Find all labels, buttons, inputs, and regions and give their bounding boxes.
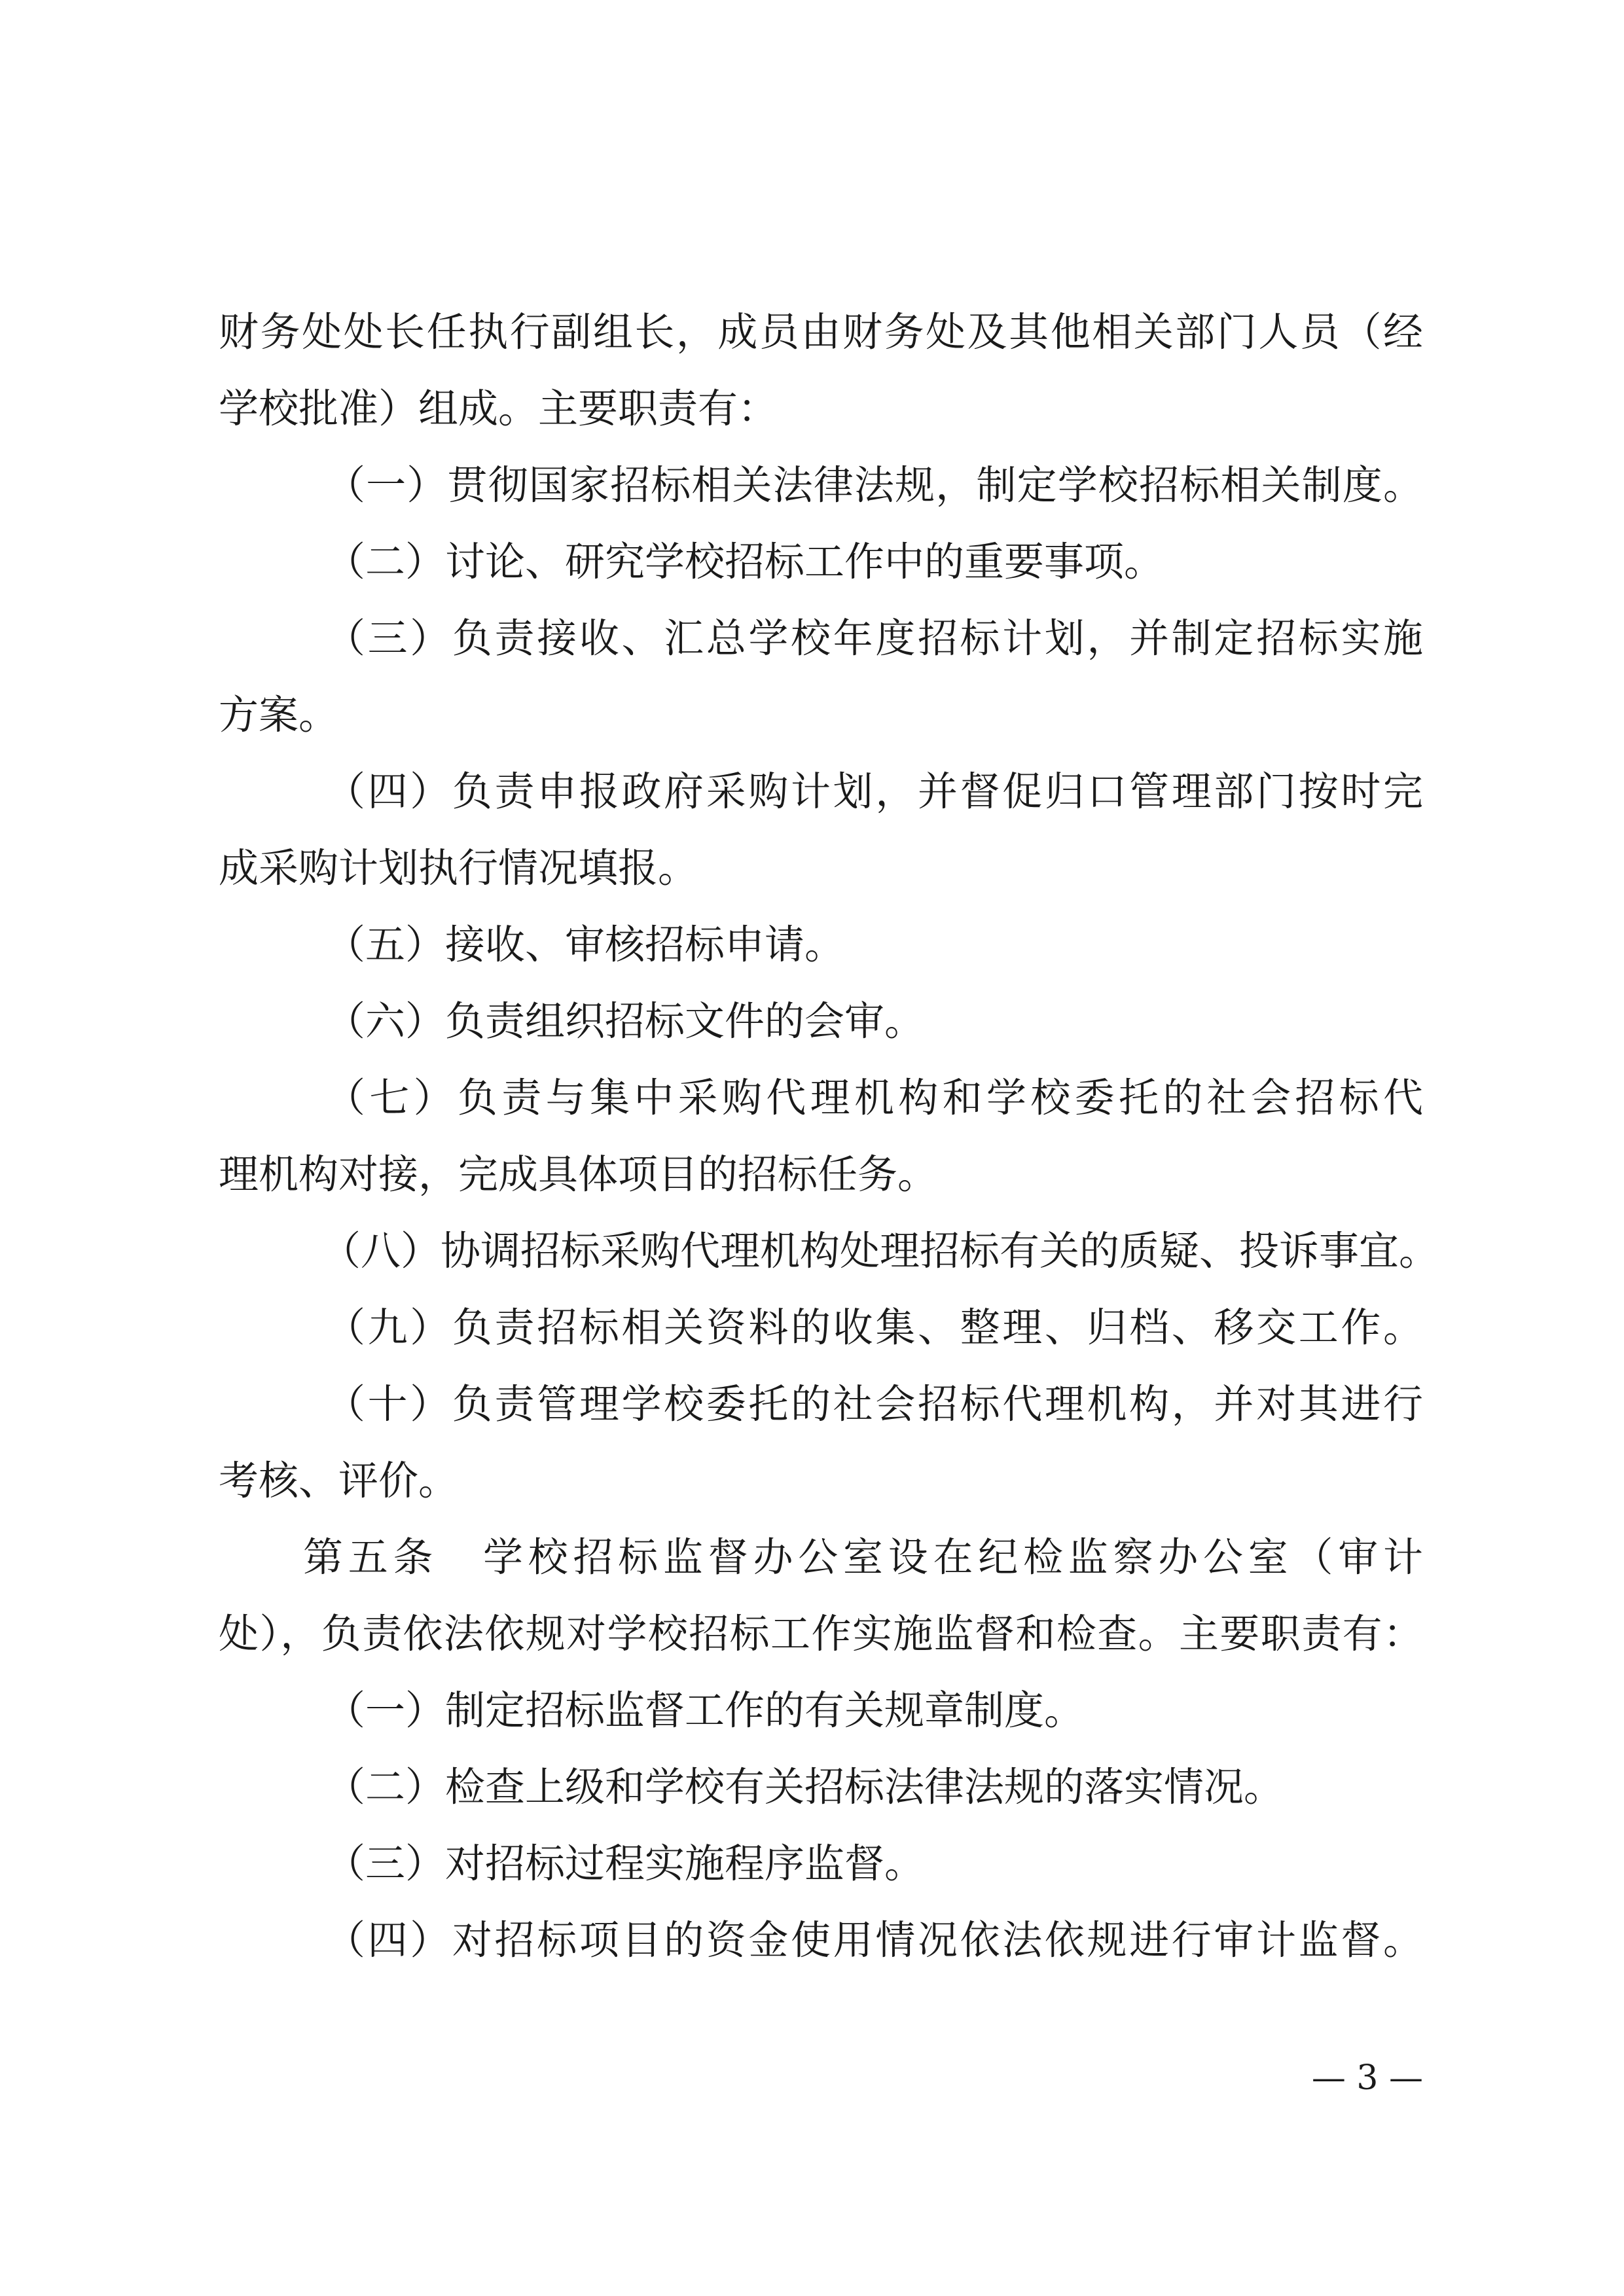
list-item-continuation: 方案。 — [219, 692, 339, 738]
list-item-continuation: 成采购计划执行情况填报。 — [219, 845, 698, 891]
list-item-line: （五）接收、审核招标申请。 — [325, 922, 845, 968]
list-item-line: （七）负责与集中采购代理机构和学校委托的社会招标代 — [325, 1075, 1423, 1121]
list-item-continuation: 理机构对接，完成具体项目的招标任务。 — [219, 1151, 938, 1198]
list-item-line: （十）负责管理学校委托的社会招标代理机构，并对其进行 — [325, 1381, 1423, 1427]
list-item-line: （一）制定招标监督工作的有关规章制度。 — [325, 1687, 1085, 1734]
list-item-line: （二）讨论、研究学校招标工作中的重要事项。 — [325, 539, 1164, 585]
list-item-line: （二）检查上级和学校有关招标法律法规的落实情况。 — [325, 1764, 1284, 1810]
list-item-line: （一）贯彻国家招标相关法律法规，制定学校招标相关制度。 — [325, 462, 1423, 509]
page-number: — 3 — — [1311, 2058, 1423, 2098]
list-item-line: （四）对招标项目的资金使用情况依法依规进行审计监督。 — [325, 1917, 1423, 1964]
body-text-line: 财务处处长任执行副组长，成员由财务处及其他相关部门人员（经 — [219, 309, 1423, 355]
list-item-continuation: 考核、评价。 — [219, 1458, 459, 1504]
list-item-line: （三）负责接收、汇总学校年度招标计划，并制定招标实施 — [325, 615, 1423, 662]
list-item-line: （九）负责招标相关资料的收集、整理、归档、移交工作。 — [325, 1304, 1423, 1351]
body-text-line: 处），负责依法依规对学校招标工作实施监督和检查。主要职责有： — [219, 1611, 1423, 1657]
list-item-line: （六）负责组织招标文件的会审。 — [325, 998, 925, 1045]
article-heading-line: 第五条 学校招标监督办公室设在纪检监察办公室（审计 — [303, 1534, 1423, 1581]
list-item-line: （三）对招标过程实施程序监督。 — [325, 1840, 925, 1887]
list-item-line: （八）协调招标采购代理机构处理招标有关的质疑、投诉事宜。 — [321, 1228, 1439, 1274]
body-text-line: 学校批准）组成。主要职责有： — [219, 386, 778, 432]
list-item-line: （四）负责申报政府采购计划，并督促归口管理部门按时完 — [325, 768, 1423, 815]
